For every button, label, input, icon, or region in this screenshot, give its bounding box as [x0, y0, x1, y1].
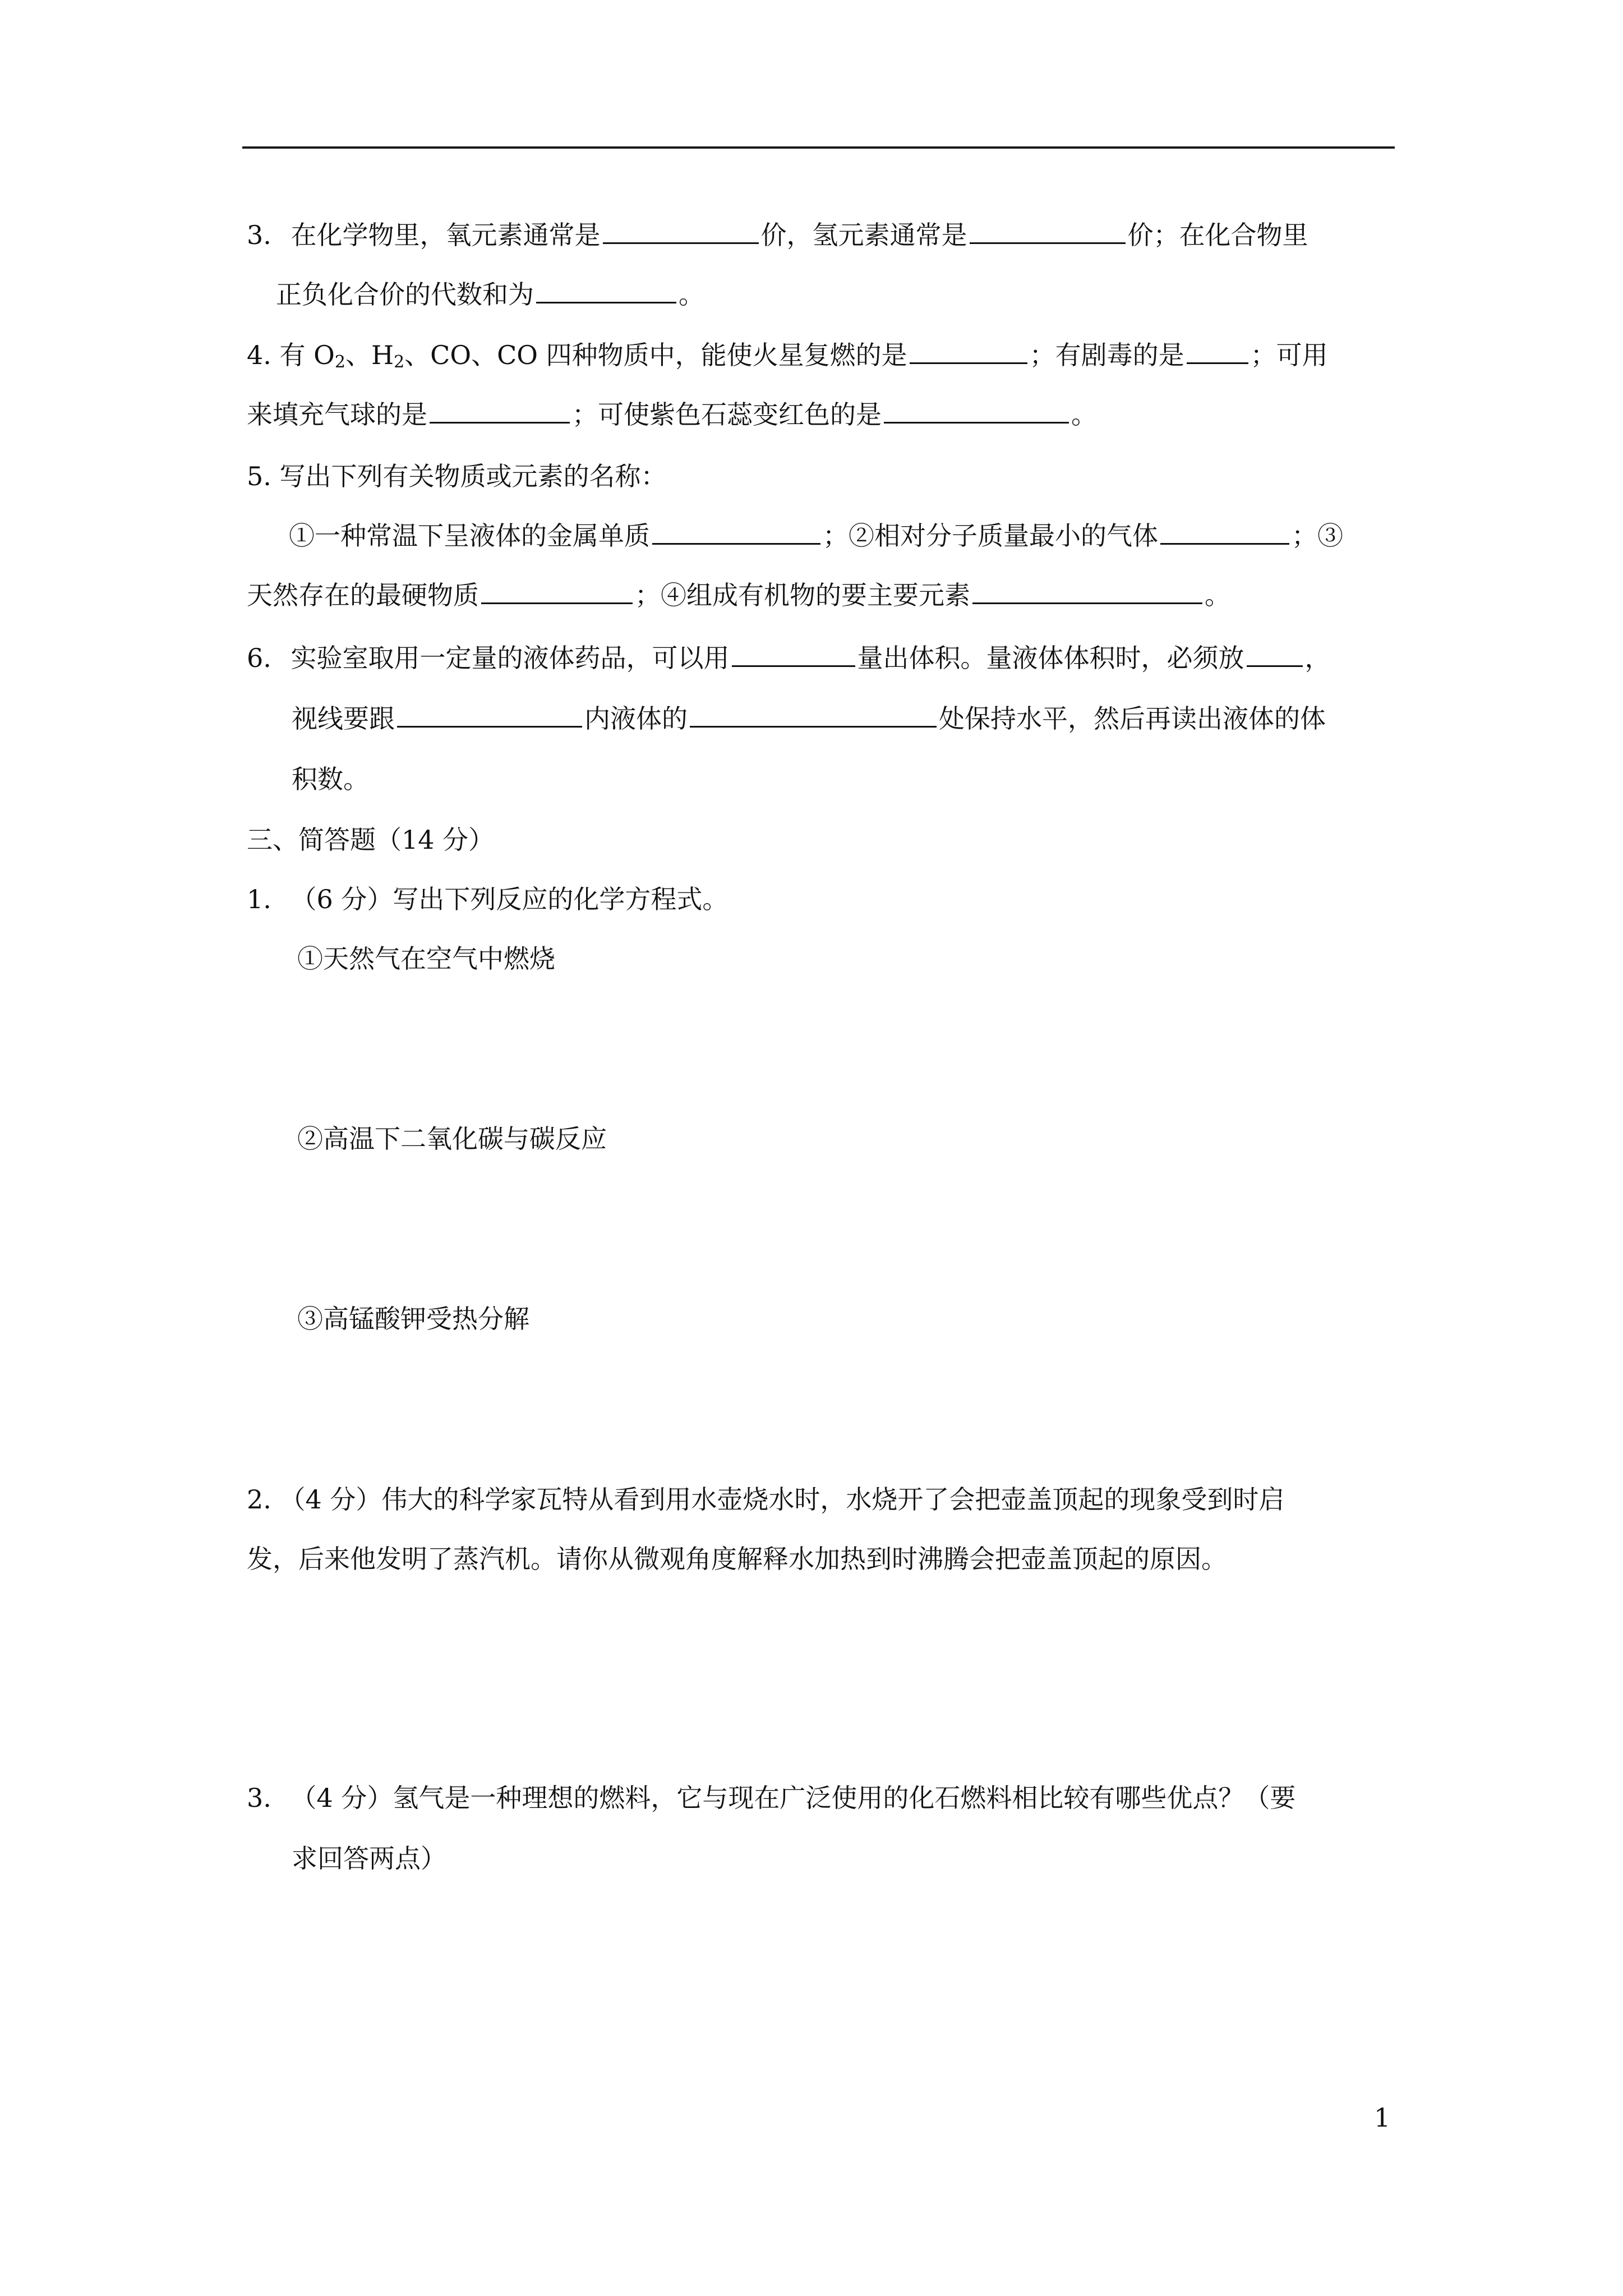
q6-line-2 — [292, 699, 1326, 738]
question-text: ；可用 — [1250, 340, 1328, 370]
question-text: 发，后来他发明了蒸汽机。请你从微观角度解释水加热到时沸腾会把壶盖顶起的原因。 — [247, 1544, 1227, 1574]
section-title: 三、简答题（14 分） — [247, 825, 495, 855]
question-text: ， — [1304, 643, 1331, 673]
question-text: 2. （4 分）伟大的科学家瓦特从看到用水壶烧水时，水烧开了会把壶盖顶起的现象受到时启 — [247, 1484, 1285, 1515]
header-rule — [242, 146, 1395, 149]
answer-blank[interactable] — [536, 277, 676, 303]
q3-line-2 — [276, 275, 704, 314]
question-text: ③高锰酸钾受热分解 — [297, 1304, 529, 1334]
question-text: 处保持水平，然后再读出液体的体 — [939, 703, 1326, 734]
q6-line-3 — [292, 760, 369, 799]
s1-heading — [247, 880, 728, 919]
question-number: 6. — [247, 643, 271, 673]
question-text: 量出体积。量液体体积时，必须放 — [857, 643, 1244, 673]
question-text: 价，氢元素通常是 — [760, 220, 967, 250]
question-text: 、CO、CO 四种物质中，能使火星复燃的是 — [404, 340, 907, 370]
s2-line-1 — [247, 1480, 1284, 1519]
answer-blank[interactable] — [430, 397, 570, 424]
question-text: ①天然气在空气中燃烧 — [297, 944, 555, 974]
question-text: （4 分）氢气是一种理想的燃料，它与现在广泛使用的化石燃料相比较有哪些优点？（要 — [291, 1783, 1296, 1813]
answer-blank[interactable] — [481, 578, 633, 604]
question-text: 价；在化合物里 — [1127, 220, 1308, 250]
question-number: 3. — [247, 220, 271, 250]
answer-blank[interactable] — [1247, 641, 1303, 667]
answer-blank[interactable] — [652, 518, 820, 545]
question-text: ；②相对分子质量最小的气体 — [823, 521, 1158, 551]
subscript: 2 — [334, 352, 345, 372]
question-number: 1. — [247, 884, 271, 914]
page-number: 1 — [1374, 2102, 1391, 2133]
answer-blank[interactable] — [970, 218, 1126, 244]
question-text: 在化学物里，氧元素通常是 — [291, 220, 601, 250]
question-text: ；可使紫色石蕊变红色的是 — [572, 399, 882, 430]
s3-line-2 — [292, 1839, 446, 1878]
question-text: ②高温下二氧化碳与碳反应 — [297, 1124, 607, 1154]
s1-item-2 — [297, 1119, 607, 1158]
q5-line-1 — [289, 516, 1343, 555]
question-text: 。 — [1205, 580, 1230, 610]
q5-line-2 — [247, 576, 1230, 615]
question-text: ；④组成有机物的要主要元素 — [635, 580, 970, 610]
question-text: 正负化合价的代数和为 — [276, 279, 534, 310]
s1-item-3 — [297, 1299, 529, 1338]
question-number: 3. — [247, 1783, 271, 1813]
question-text: 4. 有 O — [247, 340, 335, 370]
section-heading — [247, 820, 494, 859]
answer-blank[interactable] — [972, 578, 1202, 604]
q3-line-1 — [247, 215, 1308, 255]
answer-blank[interactable] — [732, 641, 855, 667]
answer-blank[interactable] — [397, 701, 582, 728]
answer-blank[interactable] — [690, 701, 937, 728]
q6-line-1 — [247, 638, 1331, 678]
answer-blank[interactable] — [1187, 338, 1248, 364]
q4-line-1 — [247, 335, 1328, 375]
answer-blank[interactable] — [910, 338, 1027, 364]
question-text: 、H — [345, 340, 394, 370]
question-text: ；有剧毒的是 — [1029, 340, 1184, 370]
question-text: （6 分）写出下列反应的化学方程式。 — [291, 884, 728, 914]
q5-heading — [247, 457, 667, 496]
question-text: 实验室取用一定量的液体药品，可以用 — [291, 643, 730, 673]
s1-item-1 — [297, 939, 555, 978]
question-text: 。 — [679, 279, 704, 310]
question-text: 来填充气球的是 — [247, 399, 427, 430]
question-text: 求回答两点） — [292, 1843, 446, 1874]
question-text: 。 — [1071, 399, 1097, 430]
answer-blank[interactable] — [884, 397, 1069, 424]
question-text: 天然存在的最硬物质 — [247, 580, 479, 610]
answer-blank[interactable] — [1160, 518, 1289, 545]
question-text: 5. 写出下列有关物质或元素的名称： — [247, 461, 667, 491]
answer-blank[interactable] — [603, 218, 759, 244]
s2-line-2 — [247, 1539, 1227, 1579]
question-text: 内液体的 — [584, 703, 688, 734]
q4-line-2 — [247, 395, 1097, 434]
s3-line-1 — [247, 1778, 1295, 1818]
question-text: 视线要跟 — [292, 703, 395, 734]
question-text: 积数。 — [292, 764, 369, 794]
question-text: ；③ — [1292, 521, 1343, 551]
question-text: ①一种常温下呈液体的金属单质 — [289, 521, 650, 551]
subscript: 2 — [394, 352, 405, 372]
